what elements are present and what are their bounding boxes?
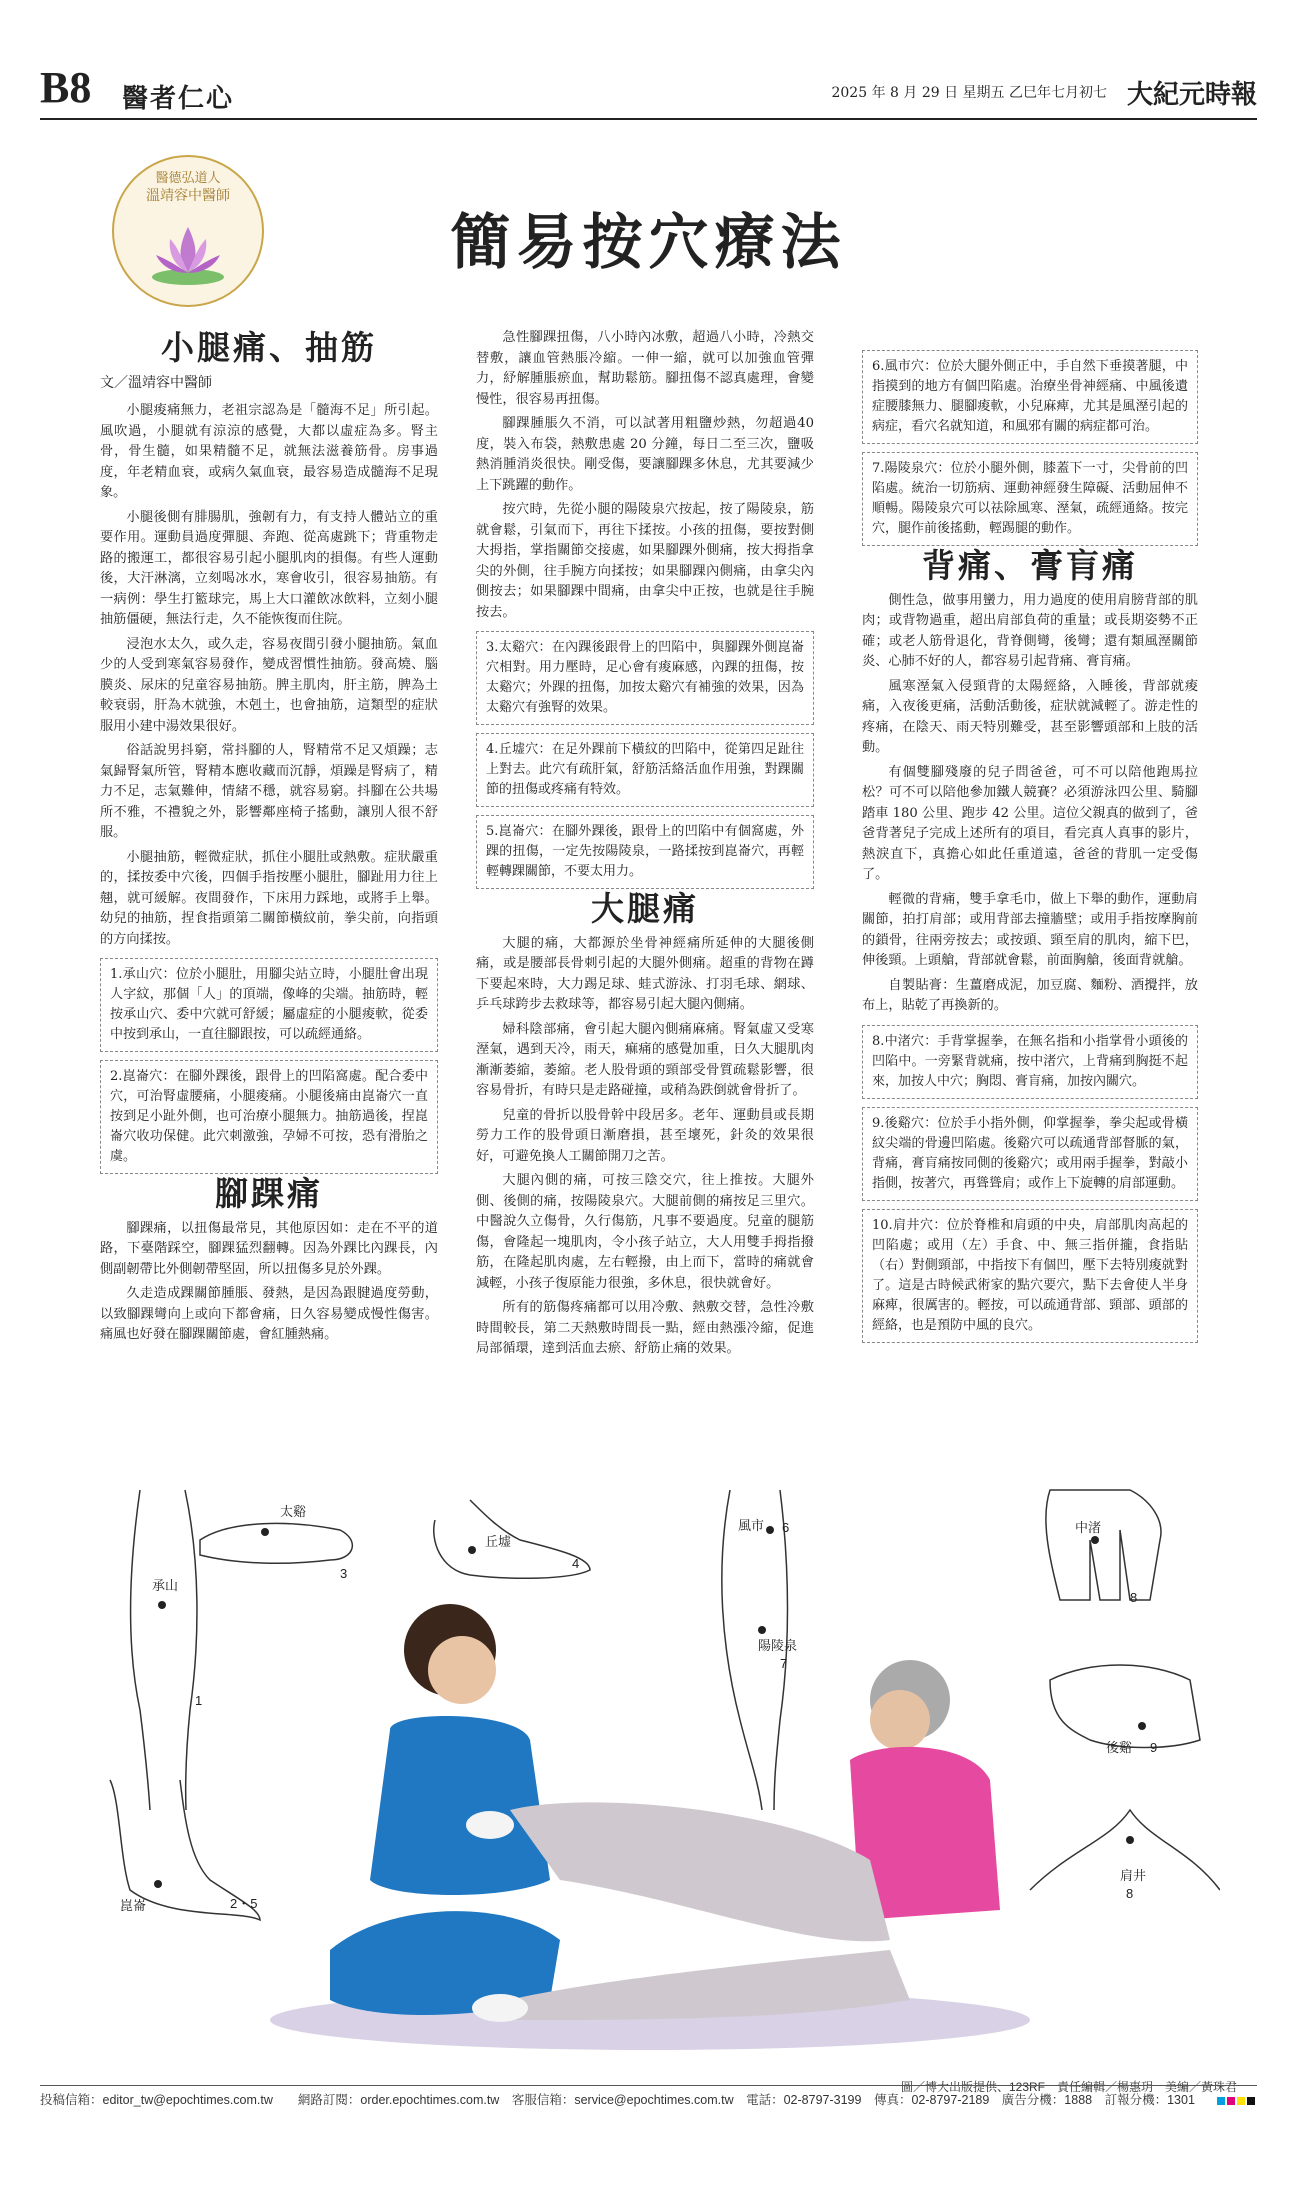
label-houxi: 後谿	[1106, 1740, 1133, 1755]
photo-credit: 圖／博大出版提供、123RF 責任編輯／楊惠玥 美編／黃珠君	[900, 2080, 1237, 2094]
foot-medial-illustration	[200, 1523, 352, 1563]
label-num-6: 6	[782, 1520, 790, 1535]
paragraph: 有個雙腳殘廢的兒子問爸爸，可不可以陪他跑馬拉松？可不可以陪他參加鐵人競賽？必須游泳四公里、騎腳踏車 180 公里、跑步 42 公里。這位父親真的做到了，爸爸背著兒子完成上述所有的項目，看完真人真事的影片，熱淚直下，真擔心如此任重道遠，爸爸的背肌一定受傷了。	[862, 764, 1198, 882]
page-title: 簡易按穴療法	[450, 208, 847, 278]
label-yanglingquan: 陽陵泉	[758, 1638, 798, 1653]
label-taixi: 太谿	[280, 1504, 307, 1519]
acupoint-box: 5.崑崙穴：在腳外踝後，跟骨上的凹陷中有個窩處，外踝的扭傷，一定先按陽陵泉，一路揉按到崑崙穴，再輕輕轉踝關節，不要太用力。	[476, 815, 814, 889]
paragraph: 兒童的骨折以股骨幹中段居多。老年、運動員或長期勞力工作的股骨頭日漸磨損，甚至壞死，針灸的效果很好，可避免換人工關節開刀之苦。	[476, 1107, 814, 1164]
fist-illustration	[1050, 1665, 1200, 1748]
paragraph: 小腿痠痛無力，老祖宗認為是「髓海不足」所引起。風吹過，小腿就有涼涼的感覺，大都以虛症為多。腎主骨，骨生髓，如果精髓不足，就無法滋養筋骨。房事過度，年老精血衰，或病久氣血衰，最容易造成髓海不足現象。	[100, 403, 438, 500]
heading-thigh-pain: 大腿痛	[591, 889, 699, 928]
label-fengshi: 風市	[738, 1518, 765, 1533]
label-num-4: 4	[572, 1556, 580, 1571]
column-2	[476, 328, 814, 1364]
column-3	[862, 342, 1198, 1351]
logo-line2: 溫靖容中醫師	[146, 188, 230, 204]
columnist-logo	[112, 155, 264, 307]
byline: 文／溫靖容中醫師	[100, 374, 212, 391]
heading-ankle-pain: 腳踝痛	[215, 1174, 323, 1213]
label-zhongzhu: 中渚	[1075, 1520, 1102, 1535]
page-footer: 投稿信箱：editor_tw@epochtimes.com.tw 網路訂閱：order.epochtimes.com.tw 客服信箱：service@epochtimes.com.tw 電話：02-8797-3199 傳真：02-8797-2189 廣告分機：1888 訂報分機：1301	[40, 2085, 1257, 2108]
acupoint-box: 4.丘墟穴：在足外踝前下橫紋的凹陷中，從第四足趾往上對去。此穴有疏肝氣，舒筋活絡活血作用強，對踝關節的扭傷或疼痛有特效。	[476, 733, 814, 807]
paragraph: 久走造成踝關節腫脹、發熱，是因為跟腱過度勞動，以致腳踝彎向上或向下都會痛，日久容易變成慢性傷害。痛風也好發在腳踝關節處，會紅腫熱痛。	[100, 1286, 438, 1342]
heading-calf-pain: 小腿痛、抽筋	[161, 328, 377, 367]
paragraph: 風寒溼氣入侵頸背的太陽經絡，入睡後，背部就痠痛，入夜後更痛，活動活動後，症狀就減輕了。游走性的疼痛，在陰天、雨天特別難受，甚至影響頭部和上肢的活動。	[862, 678, 1198, 755]
label-num-3: 3	[340, 1566, 348, 1581]
paragraph: 大腿的痛，大都源於坐骨神經痛所延伸的大腿後側痛，或是腰部長骨刺引起的大腿外側痛。超重的背物在蹲下要起來時，大力踢足球、蛙式游泳、打羽毛球、網球、乒乓球跨步去救球等，都容易引起大腿內側痛。	[476, 935, 814, 1012]
paragraph: 急性腳踝扭傷，八小時內冰敷，超過八小時，冷熱交替敷，讓血管熱脹冷縮。一伸一縮，就可以加強血管彈力，紓解腫脹瘀血，幫助鬆筋。腳扭傷不認真處理，會變慢性，很容易再扭傷。	[476, 330, 814, 407]
logo-line1: 醫德弘道人	[155, 171, 221, 186]
paragraph: 婦科陰部痛，會引起大腿內側痛麻痛。腎氣虛又受寒溼氣，遇到天冷，雨天，痲痛的感覺加重，日久大腿肌肉漸漸萎縮，萎縮。老人股骨頭的頸部受骨質疏鬆影響，很容易骨折，有時只是走路碰撞，或稍為跌倒就會骨折了。	[476, 1021, 814, 1098]
paragraph: 腳踝腫脹久不消，可以試著用粗鹽炒熱，勿超過40度，裝入布袋，熱敷患處 20 分鐘，每日二至三次，鹽吸熱消腫消炎很快。剛受傷，要讓腳踝多休息，尤其要減少上下跳躍的動作。	[476, 416, 814, 493]
paragraph: 小腿後側有腓腸肌，強韌有力，有支持人體站立的重要作用。運動員過度彈腿、奔跑、從高處跳下；背重物走路的搬運工，都很容易引起小腿肌肉的損傷。有些人運動後，大汗淋漓，立刻喝冰水，寒會收引，很容易抽筋。有一病例：學生打籃球完，馬上大口灌飲冰飲料，立刻小腿抽筋僵硬，無法行走，久不能恢復而住院。	[100, 509, 438, 627]
paragraph: 浸泡水太久，或久走，容易夜間引發小腿抽筋。氣血少的人受到寒氣容易發作，變成習慣性抽筋。發高燒、腦膜炎、尿床的兒童容易抽筋。脾主肌肉，肝主筋，脾為土較衰弱，肝為木就強，木剋土，也會抽筋，這類型的症狀服用小建中湯效果很好。	[100, 636, 438, 734]
label-kunlun: 崑崙	[120, 1898, 147, 1913]
label-num-9: 9	[1150, 1740, 1158, 1755]
paragraph: 腳踝痛，以扭傷最常見，其他原因如：走在不平的道路，下臺階踩空，腳踝猛烈翻轉。因為外踝比內踝長，內側副韌帶比外側韌帶堅固，所以扭傷多見於外踝。	[100, 1220, 438, 1277]
paragraph: 俗話說男抖窮，常抖腳的人，腎精常不足又煩躁；志氣歸腎氣所管，腎精本應收藏而沉靜，煩躁是腎病了，精力不足，志氣難伸，情緒不穩，就容易窮。抖腳在公共場所不雅，不禮貌之外，影響鄰座椅子搖動，讓別人很不舒服。	[100, 743, 438, 840]
acupoint-box: 8.中渚穴：手背掌握拳，在無名指和小指掌骨小頭後的凹陷中。一旁緊背就痛，按中渚穴，上背痛到胸挺不起來，加按人中穴；胸悶、膏肓痛，加按內關穴。	[862, 1025, 1198, 1099]
acupoint-box: 7.陽陵泉穴：位於小腿外側，膝蓋下一寸，尖骨前的凹陷處。統治一切筋病、運動神經發生障礙、活動屈伸不順暢。陽陵泉穴可以祛除風寒、溼氣，疏經通絡。按完穴，腿作前後搖動，輕踢腿的動作。	[862, 452, 1198, 546]
label-chengshan: 承山	[152, 1578, 179, 1593]
acupoint-box: 10.肩井穴：位於脊椎和肩頭的中央，肩部肌肉高起的凹陷處；或用（左）手食、中、無三指併攏，食指貼（右）對側頸部，中指按下有個凹，壓下去特別痠就對了。這是古時候武術家的點穴要穴，點下去會使人半身麻痺，很厲害的。輕按，可以疏通背部、頸部、頭部的經絡，也是預防中風的良穴。	[862, 1209, 1198, 1343]
leg-back-illustration	[131, 1490, 197, 1810]
label-num-10: 8	[1126, 1886, 1134, 1901]
acupoint-box: 3.太谿穴：在內踝後跟骨上的凹陷中，與腳踝外側崑崙穴相對。用力壓時，足心會有痠麻感，內踝的扭傷，按太谿穴；外踝的扭傷，加按太谿穴有補強的效果，因為太谿穴有強腎的效果。	[476, 631, 814, 725]
illustration-area	[90, 1480, 1220, 2060]
label-qiuxu: 丘墟	[485, 1534, 512, 1549]
therapy-photo	[270, 1604, 1030, 2050]
foot-top-illustration	[434, 1500, 590, 1578]
page-header	[40, 58, 1257, 120]
page-number: B8	[40, 63, 92, 112]
hand-back-illustration	[1046, 1490, 1161, 1600]
paragraph: 自製貼膏：生薑磨成泥，加豆腐、麵粉、酒攪拌，放布上，貼乾了再換新的。	[862, 977, 1198, 1013]
acupoint-box: 6.風市穴：位於大腿外側正中，手自然下垂摸著腿，中指摸到的地方有個凹陷處。治療坐骨神經痛、中風後遺症腰膝無力、腿腳痠軟，小兒麻痺，尤其是風溼引起的病症，看穴名就知道，和風邪有關的病症都可治。	[862, 350, 1198, 444]
column-1	[100, 328, 438, 1350]
paragraph: 輕微的背痛，雙手拿毛巾，做上下舉的動作，運動肩關節，拍打肩部；或用背部去撞牆壁；或用手指按摩胸前的鎖骨，往兩旁按去；或按頭、頸至肩的肌肉，縮下巴，伸後頸。上頭艙，背部就會鬆，前面胸艙，後面背就艙。	[862, 891, 1198, 968]
newspaper-name: 大紀元時報	[1126, 80, 1257, 110]
label-num-2-5: 2・5	[230, 1896, 258, 1911]
label-num-1: 1	[195, 1693, 203, 1708]
acupoint-box: 1.承山穴：位於小腿肚，用腳尖站立時，小腿肚會出現人字紋，那個「人」的頂端，像峰的尖端。抽筋時，輕按承山穴、委中穴就可舒緩；屬虛症的小腿痠軟，從委中按到承山，一直往腳跟按，可以疏經通絡。	[100, 958, 438, 1052]
label-num-7: 7	[780, 1656, 788, 1671]
issue-date: 2025 年 8 月 29 日 星期五 乙巳年七月初七	[831, 85, 1107, 101]
label-jianjing: 肩井	[1120, 1868, 1147, 1883]
label-num-8: 8	[1130, 1590, 1138, 1605]
registration-marks	[1215, 2090, 1255, 2109]
paragraph: 大腿內側的痛，可按三陰交穴，往上推按。大腿外側、後側的痛，按陽陵泉穴。大腿前側的痛按足三里穴。中醫說久立傷骨，久行傷筋，凡事不要過度。兒童的腿筋傷，會隆起一塊肌肉，令小孩子站立，大人用雙手拇指撥筋，在隆起肌肉處，左右輕撥，由上而下，當時的痛就會減輕，小孩子復原能力很強，多休息，很快就會好。	[476, 1173, 814, 1291]
section-name: 醫者仁心	[122, 84, 235, 114]
paragraph: 所有的筋傷疼痛都可以用冷敷、熱敷交替，急性冷敷時間較長，第二天熱敷時間長一點，經由熱漲冷縮，促進局部循環，達到活血去瘀、舒筋止痛的效果。	[476, 1300, 814, 1356]
paragraph: 按穴時，先從小腿的陽陵泉穴按起，按了陽陵泉，筋就會鬆，引氣而下，再往下揉按。小孩的扭傷，要按對側大拇指，掌指關節交接處，如果腳踝外側痛，按大拇指拿尖的外側，往手腕方向揉按；如果腳踝內側痛，由拿尖內側按去；如果腳踝中間痛，由拿尖中正按，也就是往手腕按去。	[476, 502, 814, 620]
heading-back-pain: 背痛、膏肓痛	[922, 546, 1138, 585]
acupoint-box: 2.崑崙穴：在腳外踝後，跟骨上的凹陷窩處。配合委中穴，可治腎虛腰痛，小腿痠痛。小腿後痛由崑崙穴一直按到足小趾外側，也可治療小腿無力。抽筋過後，捏崑崙穴收功保健。此穴刺激強，孕婦不可按，恐有滑胎之虞。	[100, 1060, 438, 1174]
paragraph: 側性急，做事用蠻力，用力過度的使用肩膀背部的肌肉；或背物過重，超出肩部負荷的重量；或長期姿勢不正確；或老人筋骨退化，背脊側彎，後彎；還有類風溼關節炎、心肺不好的人，都容易引起背痛、膏肓痛。	[862, 592, 1198, 669]
paragraph: 小腿抽筋，輕微症狀，抓住小腿肚或熱敷。症狀嚴重的，揉按委中穴後，四個手指按壓小腿肚，腳趾用力往上翹，就可緩解。夜間發作，下床用力踩地，或將手上舉。幼兒的抽筋，捏食指頭第二關節橫紋前，拳尖前，向指頭的方向揉按。	[100, 849, 438, 947]
acupoint-box: 9.後谿穴：位於手小指外側，仰掌握拳，拳尖起或骨橫紋尖端的骨邊凹陷處。後谿穴可以疏通背部督脈的氣，背痛，膏肓痛按同側的後谿穴；或用兩手握拳，對敲小指側，按著穴，再聳聳肩；或作上下旋轉的肩部運動。	[862, 1107, 1198, 1201]
lotus-icon	[148, 217, 228, 287]
